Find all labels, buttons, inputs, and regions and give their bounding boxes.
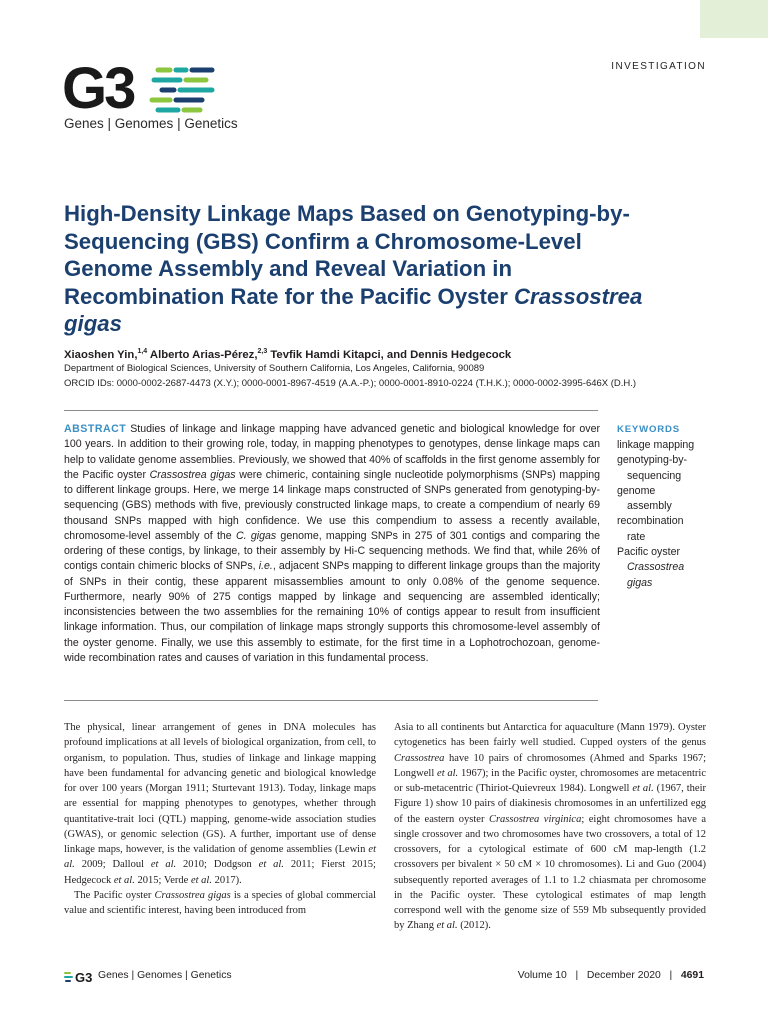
footer-date: December 2020 [586,970,661,981]
author-name: Alberto Arias-Pérez, [147,348,258,361]
author-list [64,348,511,361]
logo-mark-text: G3 [62,58,134,120]
author-affiliation: 2,3 [257,348,268,355]
body-run-italic: Crassostrea virginica [488,813,582,825]
keyword-line: genome [617,484,656,497]
body-run-italic: et al. [113,874,135,886]
footer-separator: | [669,970,673,981]
body-run-text: 1967); in the Pacific oyster, chromosomes are metacentric or sub-metacentric (Thiriot-Quievreux 1984). Longwell [394,767,706,794]
abstract-run-text: , adjacent SNPs mapping to different linkage groups than the majority of SNPs in their contig, these apparent misassemblies amount to only 0.08% of the genome sequence. Furthermore, nearly 90% of 275 contigs mapped by linkage and sequencing are assembled identically; inconsistencies between the two assemblies for the remaining 10% of contigs appear to result from insufficient linkage information. Thus, our compilation of linkage maps strongly supports this chromosome-level assembly of the oyster genome. Finally, we use this assembly to estimate, for the first time in a Lophotrochozoan, genome-wide recombination rates and causes of variation in this fundamental process. [64,560,600,664]
body-column-left [64,720,376,918]
body-run-text: Asia to all continents but Antarctica for aquaculture (Mann 1979). Oyster cytogenetics has been fairly well studied. Cupped oysters of the genus [394,722,706,749]
body-run-italic: et al. [436,920,458,932]
keywords-heading: KEYWORDS [617,424,680,435]
abstract-run-italic: Crassostrea gigas [149,468,236,481]
body-run-italic: et al. [258,859,284,871]
body-run-text: is a species of global commercial value and scientific interest, having been introduced from [64,889,376,916]
footer-page-number: 4691 [680,970,704,981]
body-column-right [394,720,706,934]
g3-logo-mark [62,58,232,120]
section-label: INVESTIGATION [611,61,706,72]
body-run-text: The physical, linear arrangement of genes in DNA molecules has profound implications at all levels of biological organization, from cell, to organism, to population. Thus, studies of linkage and linkage mapping have been fundamental for advancing genetic and biological knowledge for over 100 years (Morgan 1911; Sturtevant 1913). Today, linkage maps are essential for mapping phenotypes to genotypes, whether through quantitative-trait loci (QTL) mapping, genome-wide association studies (GWAS), or genomic selection (GS). A further, important use of dense linkage maps, however, is the validation of genome assemblies (Lewin [64,722,376,855]
logo-subtitle: Genes | Genomes | Genetics [64,116,238,131]
keyword-line: Pacific oyster [617,546,680,559]
body-run-text: 2017). [211,874,242,886]
abstract-run-text: Studies of linkage and linkage mapping have advanced genetic and biological knowledge for over 100 years. In addition to their growing role, today, in mapping phenotypes to genotypes, dense linkage maps can help to validate genome assemblies. Previously, we showed that 40% of scaffolds in the first genome assembly for the Pacific oyster [64,423,600,481]
footer-journal: Genes | Genomes | Genetics [98,970,232,981]
body-run-italic: et al. [190,874,212,886]
keyword-line: recombination [617,515,684,528]
author-affiliation: 1,4 [137,348,148,355]
abstract-run-text: were chimeric, containing single nucleotide polymorphisms (SNPs) mapping to different linkage groups. Here, we merge 14 linkage maps constructed of SNPs generated from genotyping-by-sequencing (GBS) methods with five, previously constructed linkage maps, to create a compendium of nearly 69 thousand SNPs mapped with high confidence. We use this compendium to assess a recently available, chromosome-level assembly of the [64,468,600,542]
keywords-list [617,438,727,591]
abstract-bottom-rule [64,700,598,701]
body-run-italic: et al. [150,859,177,871]
abstract-top-rule [64,410,598,411]
keyword-line: Crassostrea [627,561,685,574]
keyword-line: rate [627,530,646,543]
body-run-text: The Pacific oyster [74,889,155,901]
body-run-text: (2012). [457,920,491,932]
department-line: Department of Biological Sciences, University of Southern California, Los Angeles, California, 90089 [64,363,485,374]
author-name: Tevfik Hamdi Kitapci, and Dennis Hedgecock [267,348,512,361]
title-main: High-Density Linkage Maps Based on Genotyping-by-Sequencing (GBS) Confirm a Chromosome-Level Genome Assembly and Reveal Variation in Recombination Rate for the Pacific Oyster [64,201,630,309]
abstract-run-italic: i.e. [258,560,273,573]
keyword-line: genotyping-by- [617,454,688,467]
footer-separator: | [575,970,579,981]
author-name: Xiaoshen Yin, [64,348,138,361]
orcid-line: ORCID IDs: 0000-0002-2687-4473 (X.Y.); 0000-0001-8967-4519 (A.A.-P.); 0000-0001-8910-0224 (T.H.K.); 0000-0002-3995-646X (D.H.) [64,378,637,389]
keyword-line: sequencing [627,469,682,482]
body-run-italic: et al. [632,783,654,794]
keyword-line: gigas [627,576,653,589]
body-run-text: have 10 pairs of chromosomes (Ahmed and Sparks 1967; Longwell [394,752,706,779]
body-run-italic: Crassostrea gigas [154,889,231,901]
abstract-text [64,422,600,666]
corner-tab [700,0,768,38]
body-run-text: (1967, their Figure 1) show 10 pairs of diakinesis chromosomes in an unfertilized egg of the eastern oyster [394,783,706,825]
article-title [64,200,664,338]
body-run-italic: et al. [64,844,376,871]
footer-volume: Volume 10 [517,970,567,981]
body-run-italic: Crassostrea [394,752,445,764]
footer-logo-text: G3 [75,970,93,984]
abstract-body [64,423,600,664]
body-run-italic: et al. [437,767,459,779]
abstract-run-text: genome, mapping SNPs in 275 of 301 contigs and comparing the ordering of these contigs, by linkage, to their assembly by Hi-C sequencing methods. We find that, while 26% of contigs contain chimeric blocks of SNPs, [64,529,600,573]
body-run-text: 2011; Fierst 2015; Hedgecock [64,859,376,886]
body-run-text: 2015; Verde [134,874,191,886]
body-run-text: ; eight chromosomes have a single crossover and two chromosomes have two crossovers, a total of 12 crossovers, for a cytological estimate of 600 cM map-length (1.2 crossovers per bivalent × 50 cM × 10 chromosomes). Li and Guo (2004) subsequently reported averages of 1.1 to 1.2 chiasmata per chromosome in the Pacific oyster. These cytological estimates of map length correspond well with the genome size of 559 Mb subsequently provided by Zhang [394,813,707,932]
abstract-label: ABSTRACT [64,423,127,435]
body-run-text: 2010; Dodgson [176,859,259,871]
keyword-line: assembly [627,500,672,513]
footer-info [518,970,704,981]
abstract-run-italic: C. gigas [235,529,277,542]
body-paragraph [394,720,706,934]
body-paragraph [64,888,376,919]
keyword-line: linkage mapping [617,439,695,451]
title-species: Crassostrea gigas [64,283,643,336]
body-paragraph [64,720,376,888]
body-run-text: 2009; Dalloul [74,859,151,871]
logo-dashes-icon [152,70,212,110]
